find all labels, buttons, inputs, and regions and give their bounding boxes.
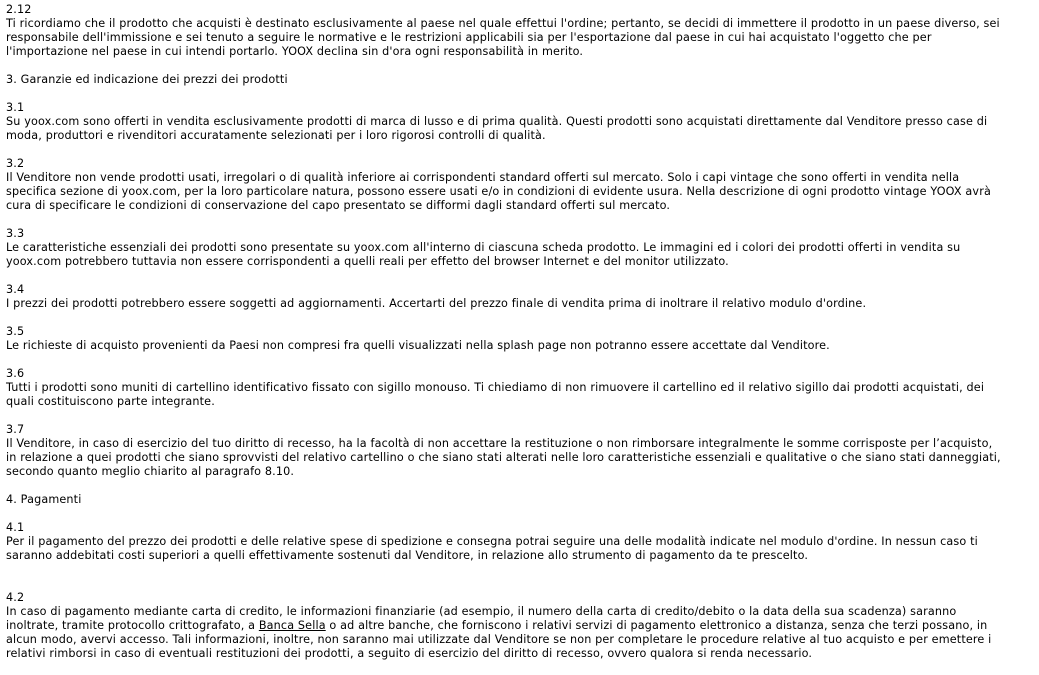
section-text: Le caratteristiche essenziali dei prodotti sono presentate su yoox.com all'interno di ciascuna scheda prodotto. Le immagini ed i colori dei prodotti offerti in vendita su yoox.com potrebbero tuttavia non essere corrispondenti a quelli reali per effetto del browser Internet e del monitor utilizzato. bbox=[6, 241, 961, 268]
section-text: Su yoox.com sono offerti in vendita esclusivamente prodotti di marca di lusso e di prima qualità. Questi prodotti sono acquistati direttamente dal Venditore presso case di moda, produttori e rivenditori accuratamente selezionati per i loro rigorosi controlli di qualità. bbox=[6, 115, 988, 142]
section-3-4 bbox=[6, 283, 1006, 311]
section-heading: 3. Garanzie ed indicazione dei prezzi dei prodotti bbox=[6, 73, 288, 86]
section-text: Ti ricordiamo che il prodotto che acquisti è destinato esclusivamente al paese nel quale effettui l'ordine; pertanto, se decidi di immettere il prodotto in un paese diverso, sei responsabile dell'immissione e sei tenuto a seguire le normative e le restrizioni applicabili sia per l'esportazione dal paese in cui hai acquistato l'oggetto che per l'importazione nel paese in cui intendi portarlo. YOOX declina sin d'ora ogni responsabilità in merito. bbox=[6, 17, 1000, 58]
section-text: Il Venditore non vende prodotti usati, irregolari o di qualità inferiore ai corrispondenti standard offerti sul mercato. Solo i capi vintage che sono offerti in vendita nella specifica sezione di yoox.com, per la loro particolare natura, possono essere usati e/o in condizioni di evidente usura. Nella descrizione di ogni prodotto vintage YOOX avrà cura di specificare le condizioni di conservazione del capo presentato se difformi dagli standard offerti sul mercato. bbox=[6, 171, 991, 212]
section-3-7 bbox=[6, 423, 1006, 479]
section-3-3 bbox=[6, 227, 1006, 269]
section-text: I prezzi dei prodotti potrebbero essere soggetti ad aggiornamenti. Accertarti del prezzo finale di vendita prima di inoltrare il relativo modulo d'ordine. bbox=[6, 297, 867, 310]
section-number: 4.2 bbox=[6, 591, 25, 604]
section-3-2 bbox=[6, 157, 1006, 213]
section-2-12 bbox=[6, 3, 1006, 59]
section-number: 2.12 bbox=[6, 3, 32, 16]
section-number: 3.2 bbox=[6, 157, 25, 170]
section-heading: 4. Pagamenti bbox=[6, 493, 82, 506]
section-number: 3.7 bbox=[6, 423, 25, 436]
section-4-2 bbox=[6, 591, 1006, 661]
section-text: Per il pagamento del prezzo dei prodotti e delle relative spese di spedizione e consegna potrai seguire una delle modalità indicate nel modulo d'ordine. In nessun caso ti saranno addebitati costi superiori a quelli effettivamente sostenuti dal Venditore, in relazione allo strumento di pagamento da te prescelto. bbox=[6, 535, 978, 562]
section-text-before: In caso di pagamento mediante carta di credito, le informazioni finanziarie (ad esempio, il numero della carta di credito/debito o la data della sua scadenza) saranno inoltrate, tramite protocollo crittografato, a bbox=[6, 605, 957, 632]
section-number: 3.1 bbox=[6, 101, 25, 114]
section-3-1 bbox=[6, 101, 1006, 143]
section-number: 3.4 bbox=[6, 283, 25, 296]
section-3-6 bbox=[6, 367, 1006, 409]
section-number: 3.3 bbox=[6, 227, 25, 240]
section-text-after: o ad altre banche, che forniscono i relativi servizi di pagamento elettronico a distanza, senza che terzi possano, in alcun modo, avervi accesso. Tali informazioni, inoltre, non saranno mai utilizzate dal Venditore se non per completare le procedure relative al tuo acquisto e per emettere i relativi rimborsi in caso di eventuali restituzioni dei prodotti, a seguito di esercizio del diritto di recesso, ovvero qualora si renda necessario. bbox=[6, 619, 992, 660]
section-number: 3.6 bbox=[6, 367, 25, 380]
section-text: Il Venditore, in caso di esercizio del tuo diritto di recesso, ha la facoltà di non accettare la restituzione o non rimborsare integralmente le somme corrisposte per l’acquisto, in relazione a quei prodotti che siano sprovvisti del relativo cartellino o che siano stati alterati nelle loro caratteristiche essenziali e qualitative o che siano stati danneggiati, secondo quanto meglio chiarito al paragrafo 8.10. bbox=[6, 437, 1001, 478]
section-3-5 bbox=[6, 325, 1006, 353]
heading-section-3 bbox=[6, 73, 1006, 87]
section-text: Le richieste di acquisto provenienti da Paesi non compresi fra quelli visualizzati nella splash page non potranno essere accettate dal Venditore. bbox=[6, 339, 830, 352]
section-number: 3.5 bbox=[6, 325, 25, 338]
heading-section-4 bbox=[6, 493, 1006, 507]
banca-sella-link[interactable]: Banca Sella bbox=[258, 619, 326, 632]
section-number: 4.1 bbox=[6, 521, 25, 534]
section-text: Tutti i prodotti sono muniti di cartellino identificativo fissato con sigillo monouso. Ti chiediamo di non rimuovere il cartellino ed il relativo sigillo dai prodotti acquistati, dei quali costituiscono parte integrante. bbox=[6, 381, 985, 408]
terms-document bbox=[6, 3, 1006, 675]
section-4-1 bbox=[6, 521, 1006, 563]
